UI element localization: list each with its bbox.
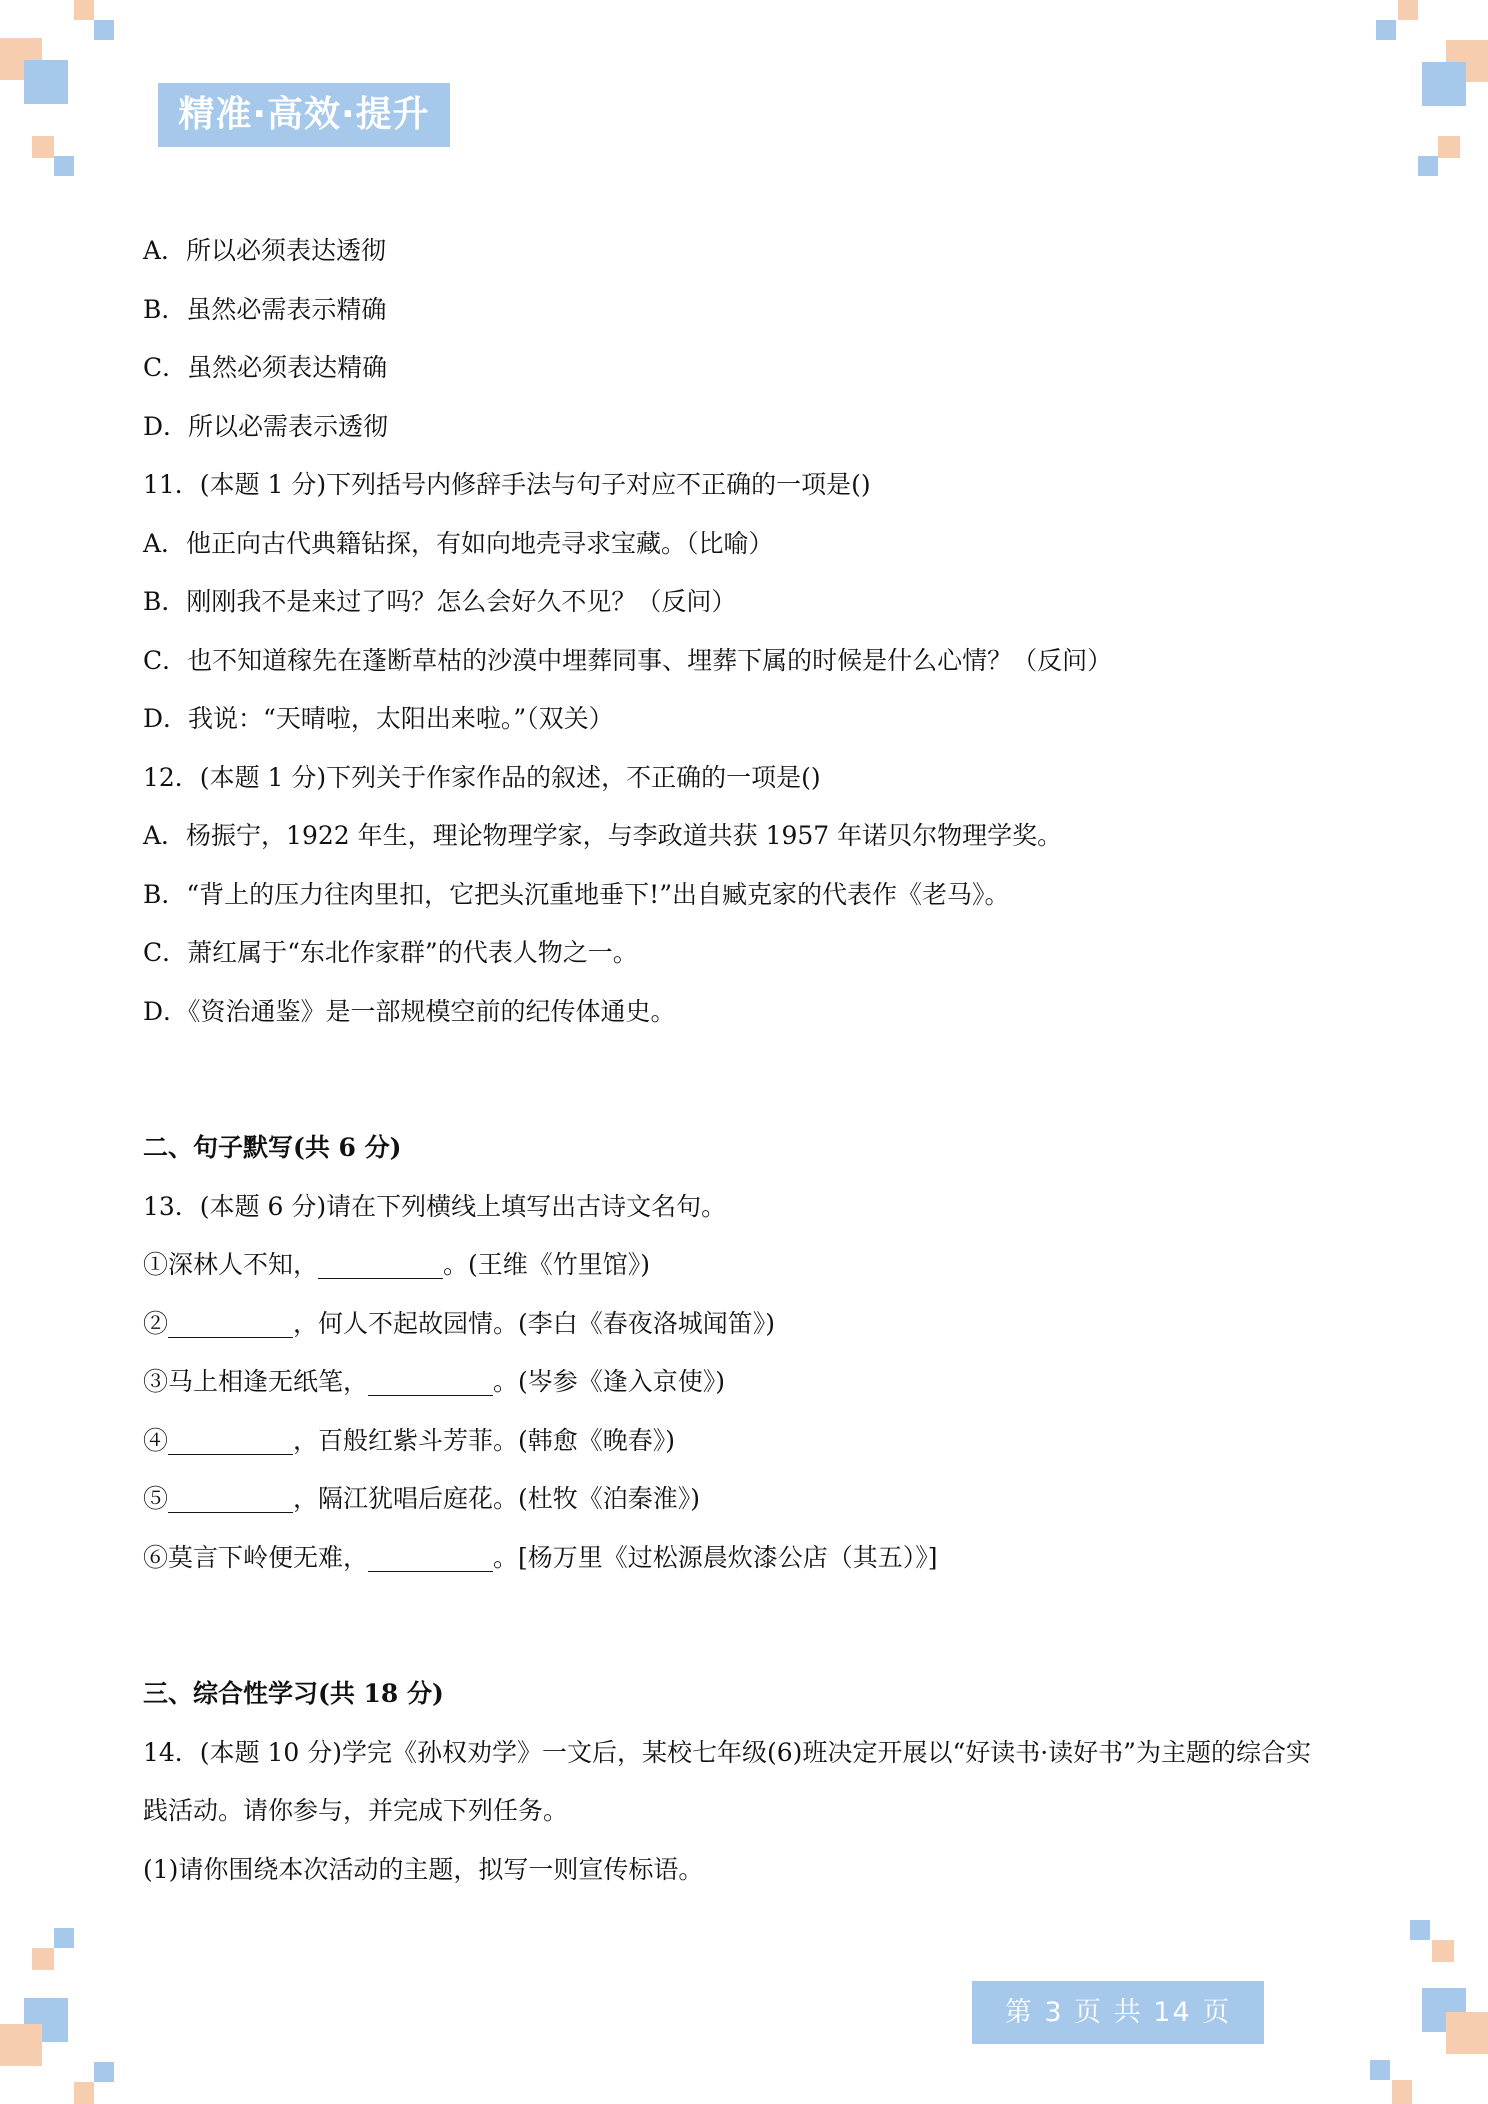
option-line: A．他正向古代典籍钻探，有如向地壳寻求宝藏。（比喻） [143,528,774,558]
page-content [143,222,1363,1899]
question-14-cont: 践活动。请你参与，并完成下列任务。 [143,1796,569,1825]
question-12: 12．(本题 1 分)下列关于作家作品的叙述，不正确的一项是() [143,762,821,792]
option-line: B．“背上的压力往肉里扣，它把头沉重地垂下!”出自臧克家的代表作《老马》。 [143,879,1010,909]
option-line: C．萧红属于“东北作家群”的代表人物之一。 [143,938,638,967]
fill-blank-line: ④__________，百般红紫斗芳菲。(韩愈《晚春》) [143,1425,676,1455]
brand-banner: 精准·高效·提升 [158,83,450,147]
option-line: B．刚刚我不是来过了吗？怎么会好久不见？（反问） [143,587,737,616]
fill-blank-line: ①深林人不知，__________。(王维《竹里馆》) [143,1250,651,1279]
option-line: C．也不知道稼先在蓬断草枯的沙漠中埋葬同事、埋葬下属的时候是什么心情？（反问） [143,645,1113,675]
option-line: D．《资治通鉴》是一部规模空前的纪传体通史。 [143,996,676,1026]
fill-blank-line: ②__________，何人不起故园情。(李白《春夜洛城闻笛》) [143,1308,776,1338]
task-1: (1)请你围绕本次活动的主题，拟写一则宣传标语。 [143,1854,704,1884]
option-line: B．虽然必需表示精确 [143,294,387,324]
fill-blank-line: ⑥莫言下岭便无难，__________。[杨万里《过松源晨炊漆公店（其五）》] [143,1542,938,1572]
question-13: 13．(本题 6 分)请在下列横线上填写出古诗文名句。 [143,1191,727,1221]
question-14: 14．(本题 10 分)学完《孙权劝学》一文后，某校七年级(6)班决定开展以“好读书·读好书”为主题的综合实 [143,1737,1311,1767]
section-heading-2: 二、句子默写(共 6 分) [143,1133,402,1162]
option-line: C．虽然必须表达精确 [143,353,388,382]
page-number-badge: 第 3 页 共 14 页 [972,1981,1264,2044]
option-line: A．杨振宁，1922 年生，理论物理学家，与李政道共获 1957 年诺贝尔物理学奖。 [143,821,1063,850]
fill-blank-line: ③马上相逢无纸笔，__________。(岑参《逢入京使》) [143,1367,726,1396]
question-11: 11．(本题 1 分)下列括号内修辞手法与句子对应不正确的一项是() [143,470,871,499]
fill-blank-line: ⑤__________，隔江犹唱后庭花。(杜牧《泊秦淮》) [143,1484,701,1513]
option-line: D．我说：“天晴啦，太阳出来啦。”（双关） [143,704,614,733]
option-line: A．所以必须表达透彻 [143,236,387,265]
section-heading-3: 三、综合性学习(共 18 分) [143,1679,444,1708]
option-line: D．所以必需表示透彻 [143,411,389,441]
